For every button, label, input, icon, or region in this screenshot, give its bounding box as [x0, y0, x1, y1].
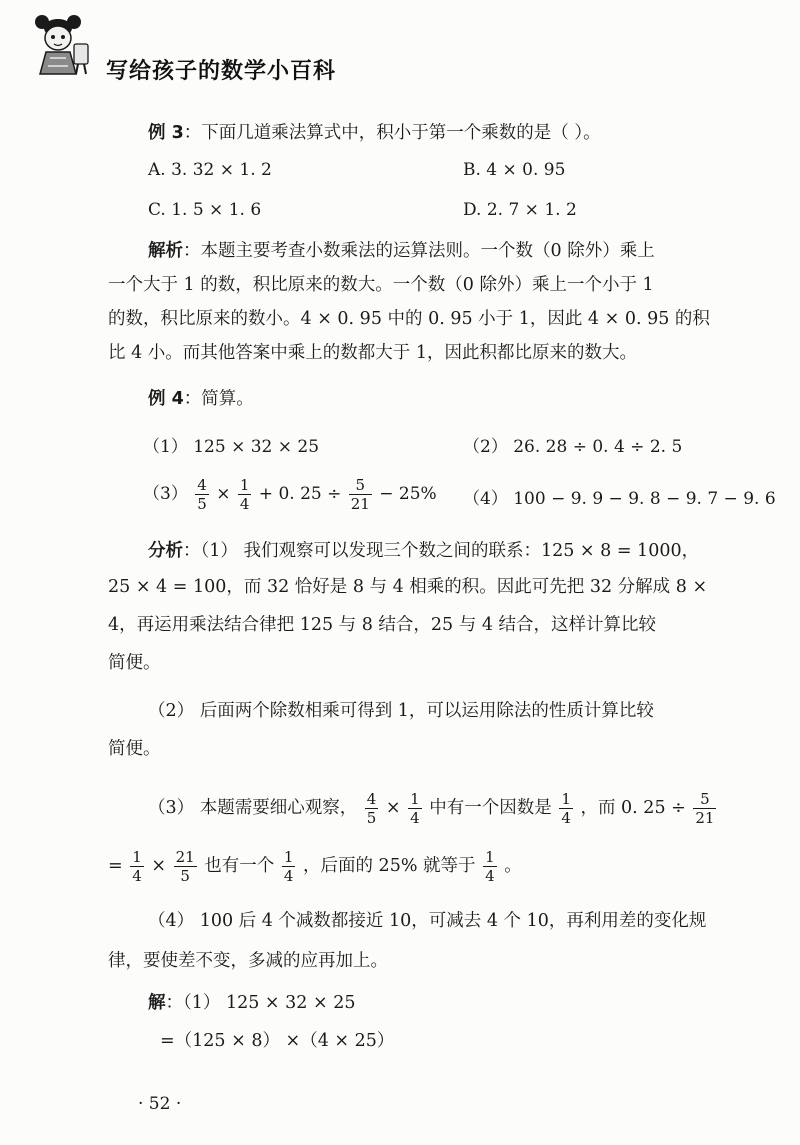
example3-question-text: ：下面几道乘法算式中，积小于第一个乘数的是（ ）。 [183, 123, 601, 143]
analysis3-line-1 [148, 790, 800, 827]
solution-line-2: =（125 × 8） ×（4 × 25） [160, 1031, 395, 1051]
fraction-denominator: 4 [283, 867, 294, 885]
fraction-numerator: 1 [410, 790, 420, 808]
option-b: B. 4 × 0. 95 [463, 160, 566, 180]
analysis3-line2-mid2: ，后面的 25% 就等于 [303, 856, 476, 876]
fraction-numerator: 21 [175, 848, 195, 866]
fraction [195, 476, 209, 513]
page-number: · 52 · [138, 1094, 182, 1114]
fraction-numerator: 5 [693, 790, 716, 809]
fraction-numerator: 1 [485, 848, 495, 866]
problem-3 [143, 476, 437, 513]
example4-question-text: ：简算。 [183, 389, 254, 409]
times-sign: × [216, 484, 231, 504]
problem-2: （2） 26. 28 ÷ 0. 4 ÷ 2. 5 [463, 437, 683, 457]
fraction [693, 790, 716, 827]
fraction-denominator: 5 [180, 867, 190, 885]
fraction-denominator: 4 [485, 867, 495, 885]
fraction-denominator: 4 [132, 867, 142, 885]
fraction [408, 790, 422, 827]
analysis3-line-2 [108, 848, 760, 885]
times-sign: × [151, 856, 167, 876]
book-title: 写给孩子的数学小百科 [106, 59, 337, 84]
times-sign: × [385, 798, 401, 818]
analysis1-line-2: 25 × 4 = 100，而 32 恰好是 8 与 4 相乘的积。因此可先把 32 分解成 8 × [108, 577, 708, 597]
fraction-numerator: 1 [239, 476, 250, 494]
example3-analysis-line-2: 一个大于 1 的数，积比原来的数大。一个数（0 除外）乘上一个小于 1 [108, 275, 654, 295]
problem-3-mid: + 0. 25 ÷ [258, 484, 342, 504]
analysis3-mid1: 中有一个因数是 [429, 798, 552, 818]
example3-analysis-line-3: 的数，积比原来的数小。4 × 0. 95 中的 0. 95 小于 1，因此 4 × 0. 95 的积 [108, 309, 710, 329]
solution-label: 解 [148, 993, 166, 1013]
analysis1-text: ：（1） 我们观察可以发现三个数之间的联系：125 × 8 = 1000， [183, 541, 700, 561]
fraction [282, 848, 296, 885]
option-a: A. 3. 32 × 1. 2 [148, 160, 272, 180]
fraction-denominator: 21 [350, 495, 370, 513]
fraction-denominator: 21 [695, 809, 715, 827]
example4-label: 例 4 [148, 389, 184, 409]
fraction-denominator: 4 [239, 495, 250, 513]
analysis2-line-2: 简便。 [108, 739, 161, 759]
fraction [174, 848, 197, 885]
fraction [130, 848, 144, 885]
option-c: C. 1. 5 × 1. 6 [148, 200, 262, 220]
fraction-denominator: 5 [197, 495, 207, 513]
example3-analysis-line-1 [148, 238, 800, 264]
fraction-numerator: 1 [132, 848, 142, 866]
problem-3-suffix: − 25% [379, 484, 437, 504]
fraction-denominator: 4 [410, 809, 420, 827]
fraction [483, 848, 497, 885]
example3-label: 例 3 [148, 123, 184, 143]
solution-line-1 [148, 990, 800, 1016]
example3-analysis-line-4: 比 4 小。而其他答案中乘上的数都大于 1，因此积都比原来的数大。 [108, 343, 637, 363]
analysis-text: ：本题主要考查小数乘法的运算法则。一个数（0 除外）乘上 [183, 241, 655, 261]
analysis3-line2-mid: 也有一个 [204, 856, 275, 876]
analysis4-line-2: 律，要使差不变，多减的应再加上。 [108, 951, 388, 971]
fraction-denominator: 5 [366, 809, 377, 827]
analysis3-line2-end: 。 [504, 856, 522, 876]
analysis1-line-4: 简便。 [108, 653, 161, 673]
analysis2-line-1: （2） 后面两个除数相乘可得到 1，可以运用除法的性质计算比较 [148, 701, 654, 721]
solution-text: ：（1） 125 × 32 × 25 [165, 993, 356, 1013]
fraction [559, 790, 573, 827]
fraction-numerator: 4 [197, 476, 207, 494]
example3-question [148, 120, 800, 146]
fraction [238, 476, 252, 513]
fraction [365, 790, 379, 827]
problem-4: （4） 100 − 9. 9 − 9. 8 − 9. 7 − 9. 6 [463, 489, 776, 509]
analysis4-line-1: （4） 100 后 4 个减数都接近 10，可减去 4 个 10，再利用差的变化规 [148, 911, 707, 931]
fraction-denominator: 4 [561, 809, 571, 827]
fraction-numerator: 1 [283, 848, 294, 866]
problem-3-prefix: （3） [143, 484, 188, 504]
problem-1: （1） 125 × 32 × 25 [143, 437, 320, 457]
analysis-label: 解析 [148, 241, 183, 261]
analysis-label: 分析 [148, 541, 183, 561]
analysis1-line-3: 4，再运用乘法结合律把 125 与 8 结合，25 与 4 结合，这样计算比较 [108, 615, 657, 635]
fraction-numerator: 4 [366, 790, 377, 808]
option-d: D. 2. 7 × 1. 2 [463, 200, 577, 220]
fraction [349, 476, 372, 513]
analysis3-prefix: （3） 本题需要细心观察， [148, 798, 358, 818]
example4-question [148, 386, 800, 412]
fraction-numerator: 5 [349, 476, 372, 495]
equals-sign: = [108, 856, 123, 876]
fraction-numerator: 1 [561, 790, 571, 808]
analysis1-line-1 [148, 538, 800, 564]
analysis3-mid2: ，而 0. 25 ÷ [580, 798, 686, 818]
